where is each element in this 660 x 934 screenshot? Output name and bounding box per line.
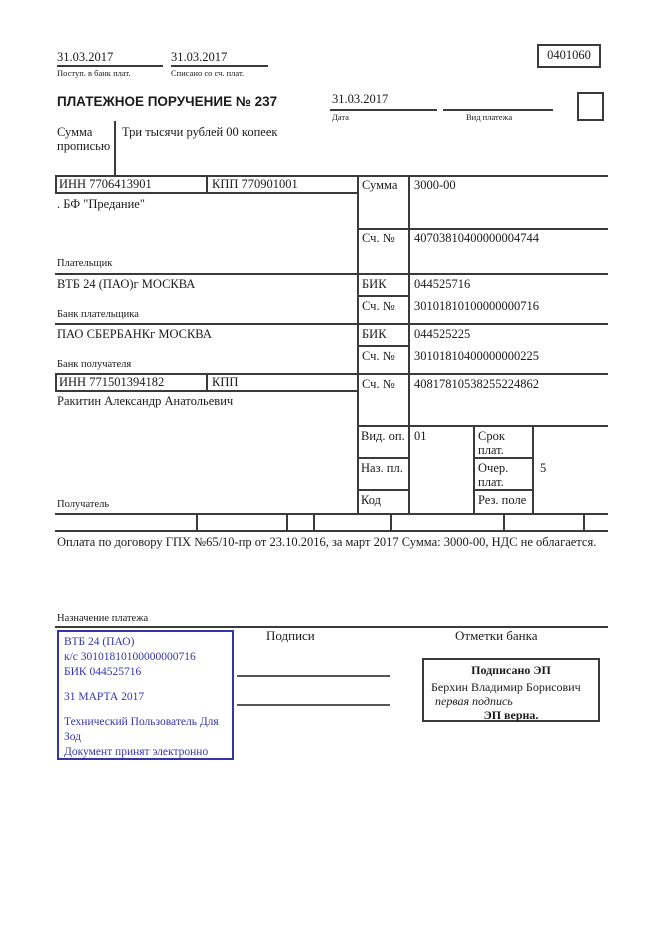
purpose-label: Назначение платежа [57, 613, 149, 624]
grid-line [206, 175, 208, 192]
grid-line [532, 425, 534, 515]
term-label: Срок плат. [478, 429, 505, 458]
payee-bank-account-label: Сч. № [362, 349, 395, 363]
order-value: 5 [540, 461, 547, 475]
code-label: Код [361, 493, 381, 507]
sum-value: 3000-00 [414, 178, 456, 192]
payee-kpp-label: КПП [212, 375, 239, 389]
grid-line [408, 175, 410, 515]
payee-bank-label: Банк получателя [57, 359, 132, 370]
payer-bank-account-label: Сч. № [362, 299, 395, 313]
payee-name: Ракитин Александр Анатольевич [57, 394, 234, 408]
payee-bank-account-value: 30101810400000000225 [414, 349, 539, 363]
payer-inn: ИНН 7706413901 [59, 177, 152, 191]
grid-line [55, 175, 57, 192]
payer-kpp: КПП 770901001 [212, 177, 298, 191]
esign-verified: ЭП верна. [483, 708, 539, 722]
date-label: Дата [332, 112, 349, 122]
sum-label: Сумма [362, 178, 398, 192]
grid-line [357, 425, 608, 427]
signature-line [237, 675, 390, 677]
stamp-user: Технический Пользователь Для Зод [64, 716, 219, 743]
grid-line [313, 513, 315, 530]
esign-name: Берхин Владимир Борисович [431, 680, 581, 694]
grid-line [206, 373, 208, 390]
form-code-box [537, 44, 601, 68]
payer-bank-account-value: 30101810100000000716 [414, 299, 539, 313]
debited-date-label: Списано со сч. плат. [171, 68, 245, 78]
stamp-spacer [64, 705, 227, 715]
grid-line [55, 373, 57, 390]
payer-bank-bik-value: 044525716 [414, 277, 471, 291]
op-type-label: Вид. оп. [361, 429, 405, 443]
received-date: 31.03.2017 [57, 50, 114, 64]
grid-line [196, 513, 198, 530]
payee-inn: ИНН 771501394182 [59, 375, 165, 389]
grid-line [357, 228, 608, 230]
document-date: 31.03.2017 [332, 92, 389, 106]
stamp-accepted: Документ принят электронно [64, 746, 209, 758]
order-label: Очер. плат. [478, 461, 509, 490]
grid-line [357, 489, 410, 491]
esign-box [422, 658, 600, 722]
grid-line [357, 345, 410, 347]
grid-line [390, 513, 392, 530]
payee-bank-bik-label: БИК [362, 327, 387, 341]
purpose-code-label: Наз. пл. [361, 461, 403, 475]
purpose-text: Оплата по договору ГПХ №65/10-пр от 23.10.2016, за март 2017 Сумма: 3000-00, НДС не облагается. [57, 535, 597, 549]
debited-date: 31.03.2017 [171, 50, 228, 64]
payee-bank-name: ПАО СБЕРБАНКг МОСКВА [57, 327, 212, 341]
esign-note: первая подпись [435, 694, 513, 708]
payer-account-label: Сч. № [362, 231, 395, 245]
signature-line [237, 704, 390, 706]
stamp-spacer [64, 680, 227, 690]
payment-type-label: Вид платежа [466, 112, 513, 122]
grid-line [55, 390, 357, 392]
reserve-label: Рез. поле [478, 493, 527, 507]
date-underline [330, 109, 437, 111]
grid-line [55, 323, 608, 325]
payee-account-value: 40817810538255224862 [414, 377, 539, 391]
esign-title: Подписано ЭП [471, 663, 551, 677]
payer-bank-bik-label: БИК [362, 277, 387, 291]
received-date-underline [57, 65, 163, 67]
grid-line [357, 457, 410, 459]
amount-words-divider [114, 121, 116, 175]
form-code: 0401060 [547, 48, 591, 62]
payer-account-value: 40703810400000004744 [414, 231, 539, 245]
payer-name: . БФ "Предание" [57, 197, 145, 211]
grid-line [286, 513, 288, 530]
stamp-bik: БИК 044525716 [64, 666, 142, 678]
payee-label: Получатель [57, 499, 110, 510]
op-type-value: 01 [414, 429, 427, 443]
payee-account-label: Сч. № [362, 377, 395, 391]
grid-line [357, 175, 359, 515]
stamp-date: 31 МАРТА 2017 [64, 691, 145, 703]
grid-line [473, 425, 475, 515]
grid-line [55, 192, 357, 194]
payer-bank-name: ВТБ 24 (ПАО)г МОСКВА [57, 277, 196, 291]
payee-bank-bik-value: 044525225 [414, 327, 471, 341]
bank-stamp [57, 630, 234, 760]
grid-line [55, 513, 608, 515]
grid-line [357, 295, 410, 297]
stamp-bank-name: ВТБ 24 (ПАО) [64, 636, 135, 648]
amount-words-value: Три тысячи рублей 00 копеек [122, 125, 278, 139]
debited-date-underline [171, 65, 268, 67]
payer-label: Плательщик [57, 258, 113, 269]
grid-line [583, 513, 585, 530]
received-date-label: Поступ. в банк плат. [57, 68, 131, 78]
status-checkbox [577, 92, 604, 121]
grid-line [55, 273, 608, 275]
grid-line [503, 513, 505, 530]
grid-line [55, 530, 608, 532]
page-title: ПЛАТЕЖНОЕ ПОРУЧЕНИЕ № 237 [57, 94, 278, 109]
stamp-corr-account: к/с 30101810100000000716 [64, 651, 196, 663]
bank-marks-label: Отметки банка [455, 628, 538, 643]
payment-type-underline [443, 109, 553, 111]
amount-words-label: Сумма прописью [57, 125, 111, 154]
payer-bank-label: Банк плательщика [57, 309, 139, 320]
signatures-label: Подписи [266, 628, 315, 643]
